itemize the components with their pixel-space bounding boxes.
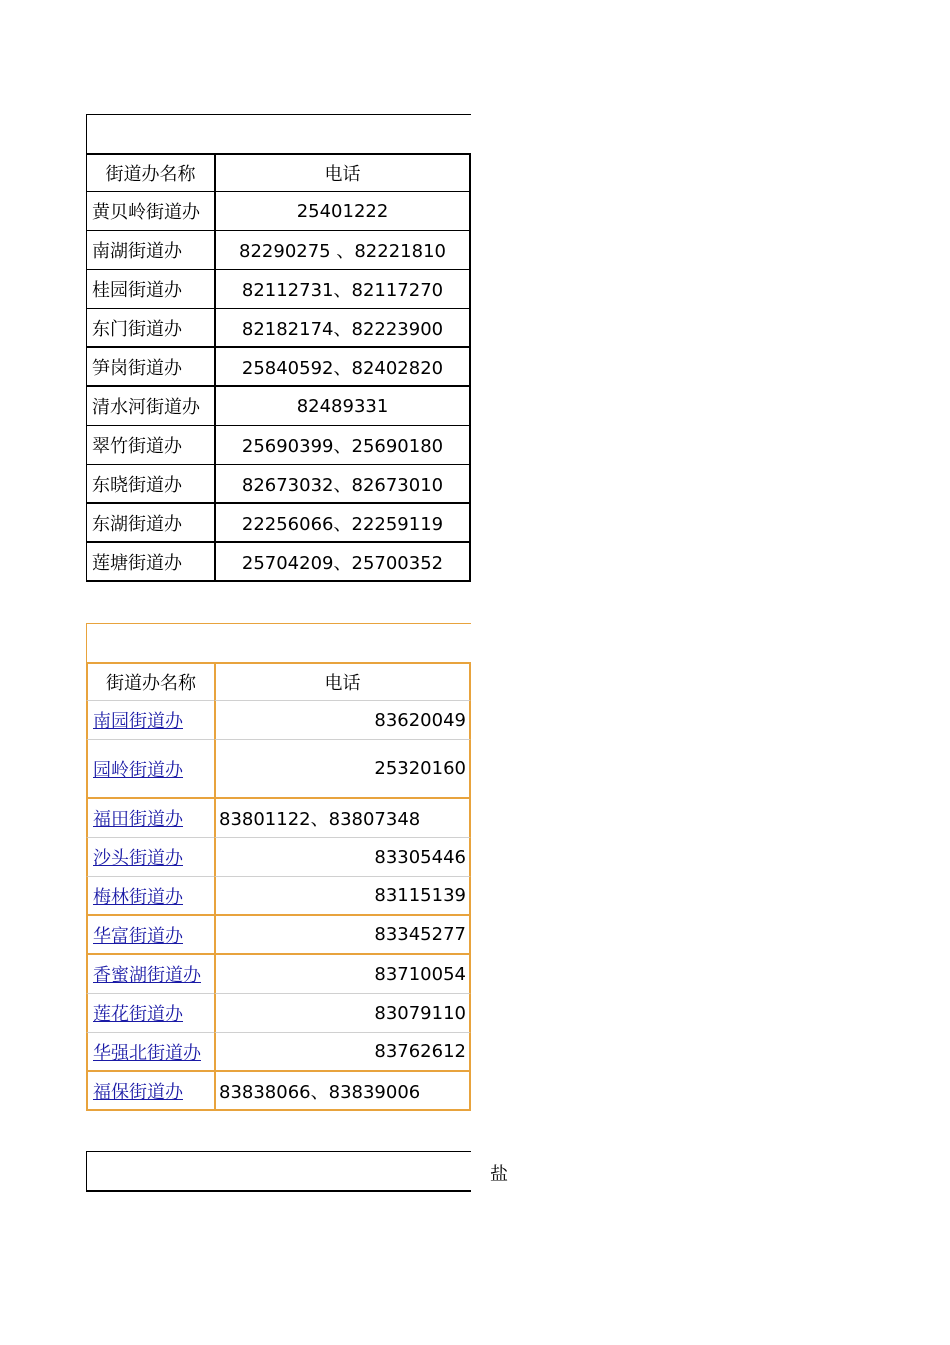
table-row xyxy=(86,309,471,348)
table-header-row xyxy=(86,662,471,701)
table-row xyxy=(86,916,471,955)
office-name xyxy=(86,701,214,740)
office-phone: 25690399、25690180 xyxy=(214,426,471,465)
office-name: 东晓街道办 xyxy=(86,465,214,504)
office-name: 南湖街道办 xyxy=(86,231,214,270)
office-name xyxy=(86,740,214,799)
table-title-row xyxy=(86,1151,471,1192)
office-link[interactable]: 华强北街道办 xyxy=(93,1042,201,1064)
office-name: 清水河街道办 xyxy=(86,387,214,426)
office-name xyxy=(86,799,214,838)
office-phone: 83345277 xyxy=(214,916,471,955)
office-phone: 83801122、83807348 xyxy=(214,799,471,838)
office-phone: 82673032、82673010 xyxy=(214,465,471,504)
table-title-row xyxy=(86,114,471,153)
office-link[interactable]: 福保街道办 xyxy=(93,1081,183,1103)
header-phone: 电话 xyxy=(214,153,471,192)
office-link[interactable]: 南园街道办 xyxy=(93,711,183,732)
office-phone: 25704209、25700352 xyxy=(214,543,471,582)
office-name: 翠竹街道办 xyxy=(86,426,214,465)
office-phone: 22256066、22259119 xyxy=(214,504,471,543)
side-text: 盐 xyxy=(490,1164,508,1185)
table-row xyxy=(86,740,471,799)
table-row xyxy=(86,504,471,543)
office-name xyxy=(86,916,214,955)
table-row xyxy=(86,955,471,994)
table-row xyxy=(86,543,471,582)
office-link[interactable]: 梅林街道办 xyxy=(93,886,183,908)
office-name xyxy=(86,994,214,1033)
office-name xyxy=(86,877,214,916)
office-name xyxy=(86,1033,214,1072)
office-phone: 82182174、82223900 xyxy=(214,309,471,348)
office-phone: 83079110 xyxy=(214,994,471,1033)
office-link[interactable]: 沙头街道办 xyxy=(93,848,183,869)
table-row xyxy=(86,994,471,1033)
office-name: 桂园街道办 xyxy=(86,270,214,309)
office-phone: 82290275 、82221810 xyxy=(214,231,471,270)
office-phone: 25401222 xyxy=(214,192,471,231)
office-phone: 83710054 xyxy=(214,955,471,994)
table-row xyxy=(86,348,471,387)
district-table-2 xyxy=(86,623,471,1115)
office-phone: 25320160 xyxy=(214,740,471,799)
table-row xyxy=(86,701,471,740)
office-name: 莲塘街道办 xyxy=(86,543,214,582)
office-link[interactable]: 莲花街道办 xyxy=(93,1004,183,1025)
office-name: 东门街道办 xyxy=(86,309,214,348)
office-phone: 83838066、83839006 xyxy=(214,1072,471,1111)
office-phone: 83115139 xyxy=(214,877,471,916)
table-row xyxy=(86,192,471,231)
table-row xyxy=(86,270,471,309)
office-name: 黄贝岭街道办 xyxy=(86,192,214,231)
office-link[interactable]: 华富街道办 xyxy=(93,925,183,947)
office-name: 笋岗街道办 xyxy=(86,348,214,387)
district-table-3 xyxy=(86,1151,471,1193)
office-link[interactable]: 福田街道办 xyxy=(93,809,183,830)
office-phone: 83762612 xyxy=(214,1033,471,1072)
office-name xyxy=(86,838,214,877)
table-title-row xyxy=(86,623,471,662)
table-row xyxy=(86,877,471,916)
table-row xyxy=(86,838,471,877)
table-row xyxy=(86,426,471,465)
office-link[interactable]: 香蜜湖街道办 xyxy=(93,965,201,986)
table-row xyxy=(86,465,471,504)
office-phone: 83620049 xyxy=(214,701,471,740)
office-name xyxy=(86,955,214,994)
table-row xyxy=(86,387,471,426)
header-phone: 电话 xyxy=(214,662,471,701)
office-link[interactable]: 园岭街道办 xyxy=(93,759,183,781)
office-phone: 25840592、82402820 xyxy=(214,348,471,387)
header-name: 街道办名称 xyxy=(86,153,214,192)
header-name: 街道办名称 xyxy=(86,662,214,701)
table-row xyxy=(86,231,471,270)
district-table-1 xyxy=(86,114,471,586)
table-header-row xyxy=(86,153,471,192)
office-name: 东湖街道办 xyxy=(86,504,214,543)
office-phone: 83305446 xyxy=(214,838,471,877)
office-name xyxy=(86,1072,214,1111)
table-row xyxy=(86,1072,471,1111)
table-row xyxy=(86,1033,471,1072)
office-phone: 82112731、82117270 xyxy=(214,270,471,309)
table-row xyxy=(86,799,471,838)
office-phone: 82489331 xyxy=(214,387,471,426)
